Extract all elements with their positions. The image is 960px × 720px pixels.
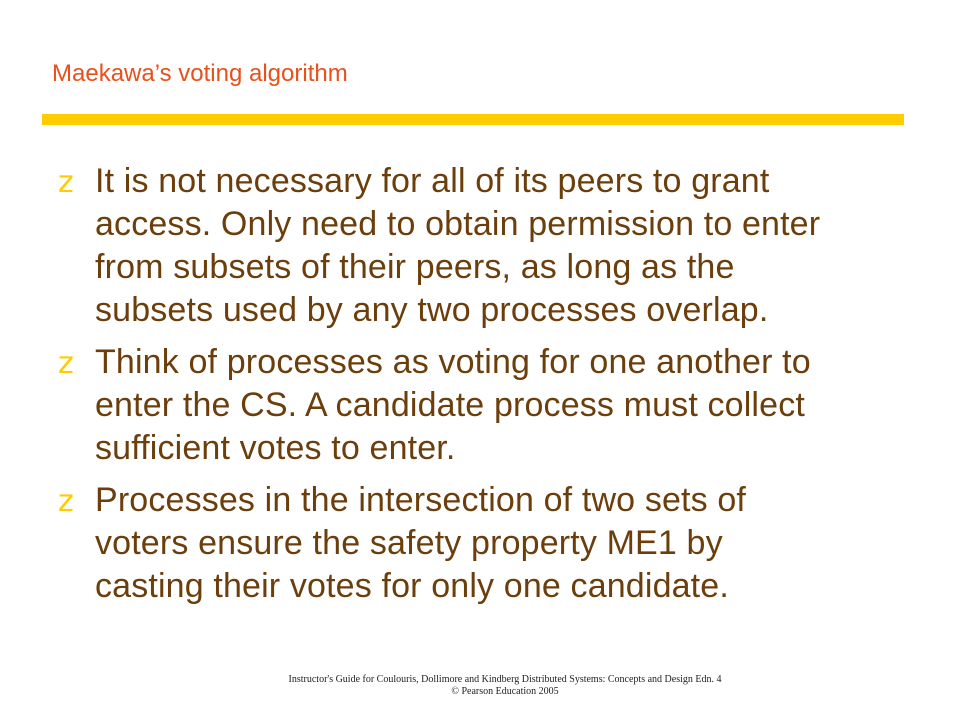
bullet-line: access. Only need to obtain permission to enter — [95, 205, 821, 243]
bullet-line: Think of processes as voting for one another to — [95, 343, 811, 381]
bullet-item — [58, 341, 898, 470]
bullet-line: sufficient votes to enter. — [95, 429, 456, 467]
bullet-line: enter the CS. A candidate process must collect — [95, 386, 805, 424]
bullet-list — [58, 160, 898, 617]
slide-title: Maekawa’s voting algorithm — [52, 60, 348, 87]
bullet-line: voters ensure the safety property ME1 by — [95, 524, 723, 562]
bullet-line: subsets used by any two processes overlap. — [95, 291, 769, 329]
bullet-line: Processes in the intersection of two sets of — [95, 481, 747, 519]
bullet-item — [58, 160, 898, 332]
title-underline-bar — [42, 114, 904, 125]
bullet-marker-icon: z — [58, 346, 74, 381]
footer-citation: Instructor's Guide for Coulouris, Dollimore and Kindberg Distributed Systems: Concepts and Design Edn. 4 — [288, 674, 722, 685]
footer-copyright: © Pearson Education 2005 — [451, 686, 559, 697]
bullet-line: It is not necessary for all of its peers to grant — [95, 162, 770, 200]
bullet-marker-icon: z — [58, 484, 74, 519]
bullet-marker-icon: z — [58, 165, 74, 200]
bullet-line: from subsets of their peers, as long as the — [95, 248, 735, 286]
bullet-item — [58, 479, 898, 608]
bullet-line: casting their votes for only one candidate. — [95, 567, 729, 605]
